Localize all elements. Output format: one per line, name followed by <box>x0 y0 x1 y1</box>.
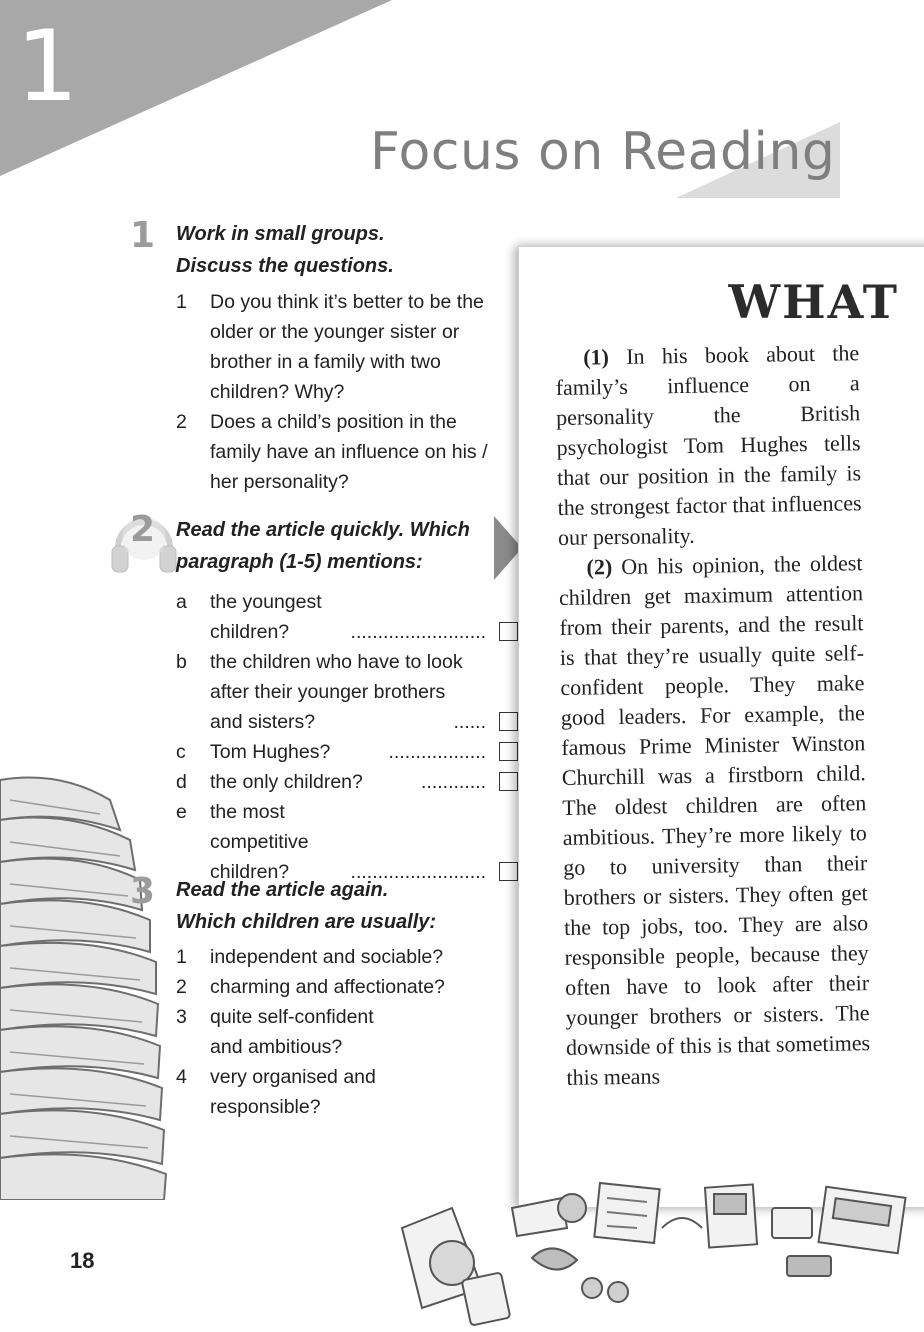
newspaper-stack-illustration <box>0 770 170 1200</box>
exercise-2-number: 2 <box>130 509 156 550</box>
list-item: a the youngest children? ......................... <box>176 587 518 647</box>
answer-checkbox-a[interactable] <box>499 622 518 641</box>
article-panel <box>518 246 924 1208</box>
page-title: Focus on Reading <box>370 122 836 182</box>
exercise-2-items <box>176 587 518 887</box>
exercise-3-items <box>176 942 510 1122</box>
page-number: 18 <box>70 1248 95 1273</box>
exercise-2-title: Read the article quickly. Which paragraph (1-5) mentions: <box>176 519 470 573</box>
answer-checkbox-b[interactable] <box>499 712 518 731</box>
exercise-3-title: Read the article again. Which children are usually: <box>176 879 437 933</box>
list-item: e the most competitive children? ......................... <box>176 797 518 887</box>
unit-number: 1 <box>16 10 79 124</box>
exercise-3-number: 3 <box>130 871 156 912</box>
answer-checkbox-c[interactable] <box>499 742 518 761</box>
exercise-1-number: 1 <box>130 215 156 256</box>
household-objects-illustration <box>392 1168 924 1332</box>
exercise-1-questions <box>176 287 510 497</box>
list-item: 1 independent and sociable? <box>176 946 444 968</box>
exercise-1-title: Work in small groups. Discuss the questions. <box>176 223 394 277</box>
answer-checkbox-d[interactable] <box>499 772 518 791</box>
list-item: b the children who have to look after their younger brothers and sisters? ...... <box>176 647 518 737</box>
article-paragraph-2: (2) On his opinion, the oldest children get maximum attention from their parents, and the result is that they’re usually quite self-confident people. They make good leaders. For example, the famous Prime Minister Winston Churchill was a firstborn child. The oldest children are often ambitious. They’re more likely to go to university than their brothers or sisters. They often get the top jobs, too. They are also responsible people, because they often have to look after their younger brothers or sisters. The downside of this is that sometimes this means <box>558 550 871 1090</box>
list-item: 2 charming and affectionate? <box>176 976 445 998</box>
list-item: 4 very organised and responsible? <box>176 1066 376 1118</box>
article-title: WHAT <box>728 275 899 329</box>
list-item: c Tom Hughes? .................. <box>176 737 518 767</box>
list-item: 2 Does a child’s position in the family have an influence on his / her personality? <box>176 411 488 493</box>
list-item: 1 Do you think it’s better to be the older or the younger sister or brother in a family with two children? Why? <box>176 291 484 403</box>
article-paragraph-1: (1) In his book about the family’s influence on a personality the British psychologist Tom Hughes tells that our position in the family is the strongest factor that influences our personality. <box>555 340 862 550</box>
list-item: d the only children? ............ <box>176 767 518 797</box>
article-body <box>555 338 871 1093</box>
list-item: 3 quite self-confident and ambitious? <box>176 1006 374 1058</box>
